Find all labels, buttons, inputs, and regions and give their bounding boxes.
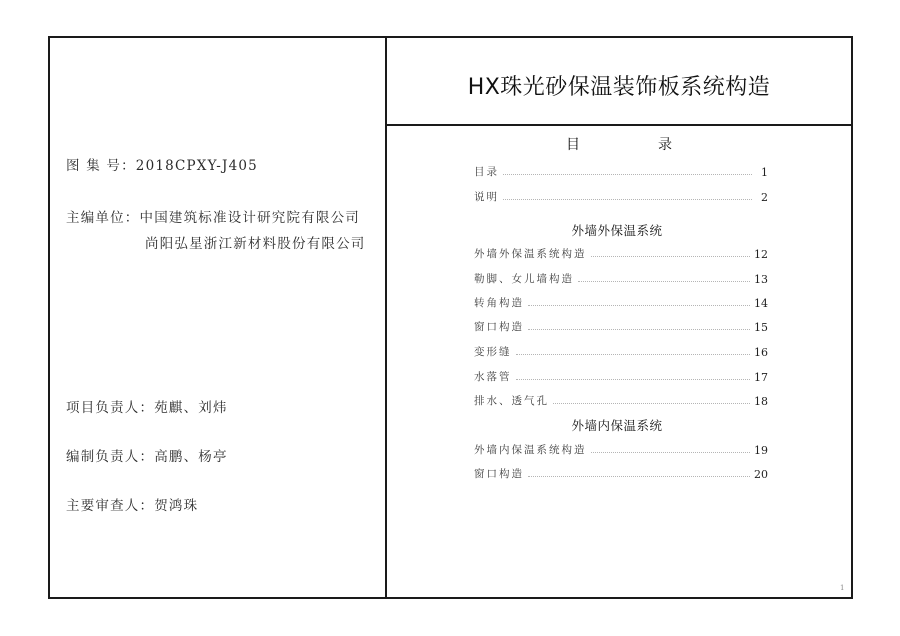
- toc-entry[interactable]: [474, 368, 768, 384]
- toc-entry-label: 窗口构造: [474, 468, 524, 480]
- toc-entry-page: 16: [754, 346, 768, 359]
- toc-entry-label: 变形缝: [474, 346, 512, 358]
- section-heading-exterior-insulation: 外墙外保温系统: [571, 223, 663, 238]
- toc-entry[interactable]: [474, 343, 768, 359]
- toc-heading: [387, 134, 851, 154]
- dot-leader: [553, 403, 750, 404]
- toc-entry-label: 窗口构造: [474, 321, 524, 333]
- dot-leader: [516, 354, 751, 355]
- toc-entry-page: 18: [754, 395, 768, 408]
- document-title: HX珠光砂保温装饰板系统构造: [467, 74, 771, 100]
- atlas-number-label: 图 集 号：: [66, 158, 136, 174]
- dot-leader: [578, 281, 750, 282]
- toc-entry-page: 15: [754, 321, 768, 334]
- chief-reviewer-label: 主要审查人：: [66, 498, 155, 514]
- toc-entry[interactable]: [474, 294, 768, 310]
- toc-entry[interactable]: [474, 163, 768, 179]
- toc-entry-page: 19: [754, 444, 768, 457]
- page-number: 1: [840, 584, 845, 592]
- toc-entry[interactable]: [474, 318, 768, 334]
- toc-entry[interactable]: [474, 270, 768, 286]
- section-heading-interior-insulation: 外墙内保温系统: [571, 418, 663, 433]
- dot-leader: [591, 452, 751, 453]
- chief-reviewer-value: 贺鸿珠: [154, 498, 199, 514]
- toc-entry-page: 12: [754, 248, 768, 261]
- editor-unit-1: 中国建筑标准设计研究院有限公司: [139, 210, 360, 226]
- toc-entry-label: 说明: [474, 191, 499, 203]
- project-lead-value: 苑麒、刘炜: [154, 400, 228, 416]
- toc-entry-label: 目录: [474, 166, 499, 178]
- dot-leader: [528, 329, 750, 330]
- toc-entry-page: 13: [754, 273, 768, 286]
- toc-entry-page: 1: [761, 166, 768, 179]
- project-lead-label: 项目负责人：: [66, 400, 155, 416]
- toc-heading-char-1: 目: [566, 137, 580, 153]
- left-info-panel: [50, 38, 385, 597]
- toc-entry-page: 17: [754, 371, 768, 384]
- project-lead-line: [66, 396, 228, 416]
- dot-leader: [516, 379, 751, 380]
- dot-leader: [503, 174, 752, 175]
- editor-units-label: 主编单位：: [66, 210, 140, 226]
- title-block: [387, 38, 851, 124]
- compile-lead-line: [66, 445, 228, 465]
- toc-entry[interactable]: [474, 465, 768, 481]
- editor-unit-2: 尚阳弘星浙江新材料股份有限公司: [145, 236, 366, 252]
- toc-entry[interactable]: [474, 188, 768, 204]
- toc-heading-char-2: 录: [658, 137, 672, 153]
- toc-entry-label: 勒脚、女儿墙构造: [474, 273, 574, 285]
- atlas-number-value: 2018CPXY-J405: [135, 158, 258, 174]
- toc-entry-label: 外墙外保温系统构造: [474, 248, 587, 260]
- toc-entry[interactable]: [474, 392, 768, 408]
- dot-leader: [528, 305, 750, 306]
- title-divider: [387, 124, 851, 126]
- toc-entry-page: 14: [754, 297, 768, 310]
- toc-entry-label: 排水、透气孔: [474, 395, 549, 407]
- atlas-number-line: [66, 154, 258, 174]
- compile-lead-label: 编制负责人：: [66, 449, 155, 465]
- toc-entry-label: 外墙内保温系统构造: [474, 444, 587, 456]
- chief-reviewer-line: [66, 494, 198, 514]
- dot-leader: [591, 256, 751, 257]
- toc-entry[interactable]: [474, 245, 768, 261]
- editor-units-line: [66, 206, 360, 226]
- toc-entry-label: 水落管: [474, 371, 512, 383]
- toc-entry[interactable]: [474, 441, 768, 457]
- dot-leader: [503, 199, 752, 200]
- toc-entry-label: 转角构造: [474, 297, 524, 309]
- toc-entry-page: 2: [761, 191, 768, 204]
- compile-lead-value: 高鹏、杨亭: [154, 449, 228, 465]
- toc-entry-page: 20: [754, 468, 768, 481]
- dot-leader: [528, 476, 750, 477]
